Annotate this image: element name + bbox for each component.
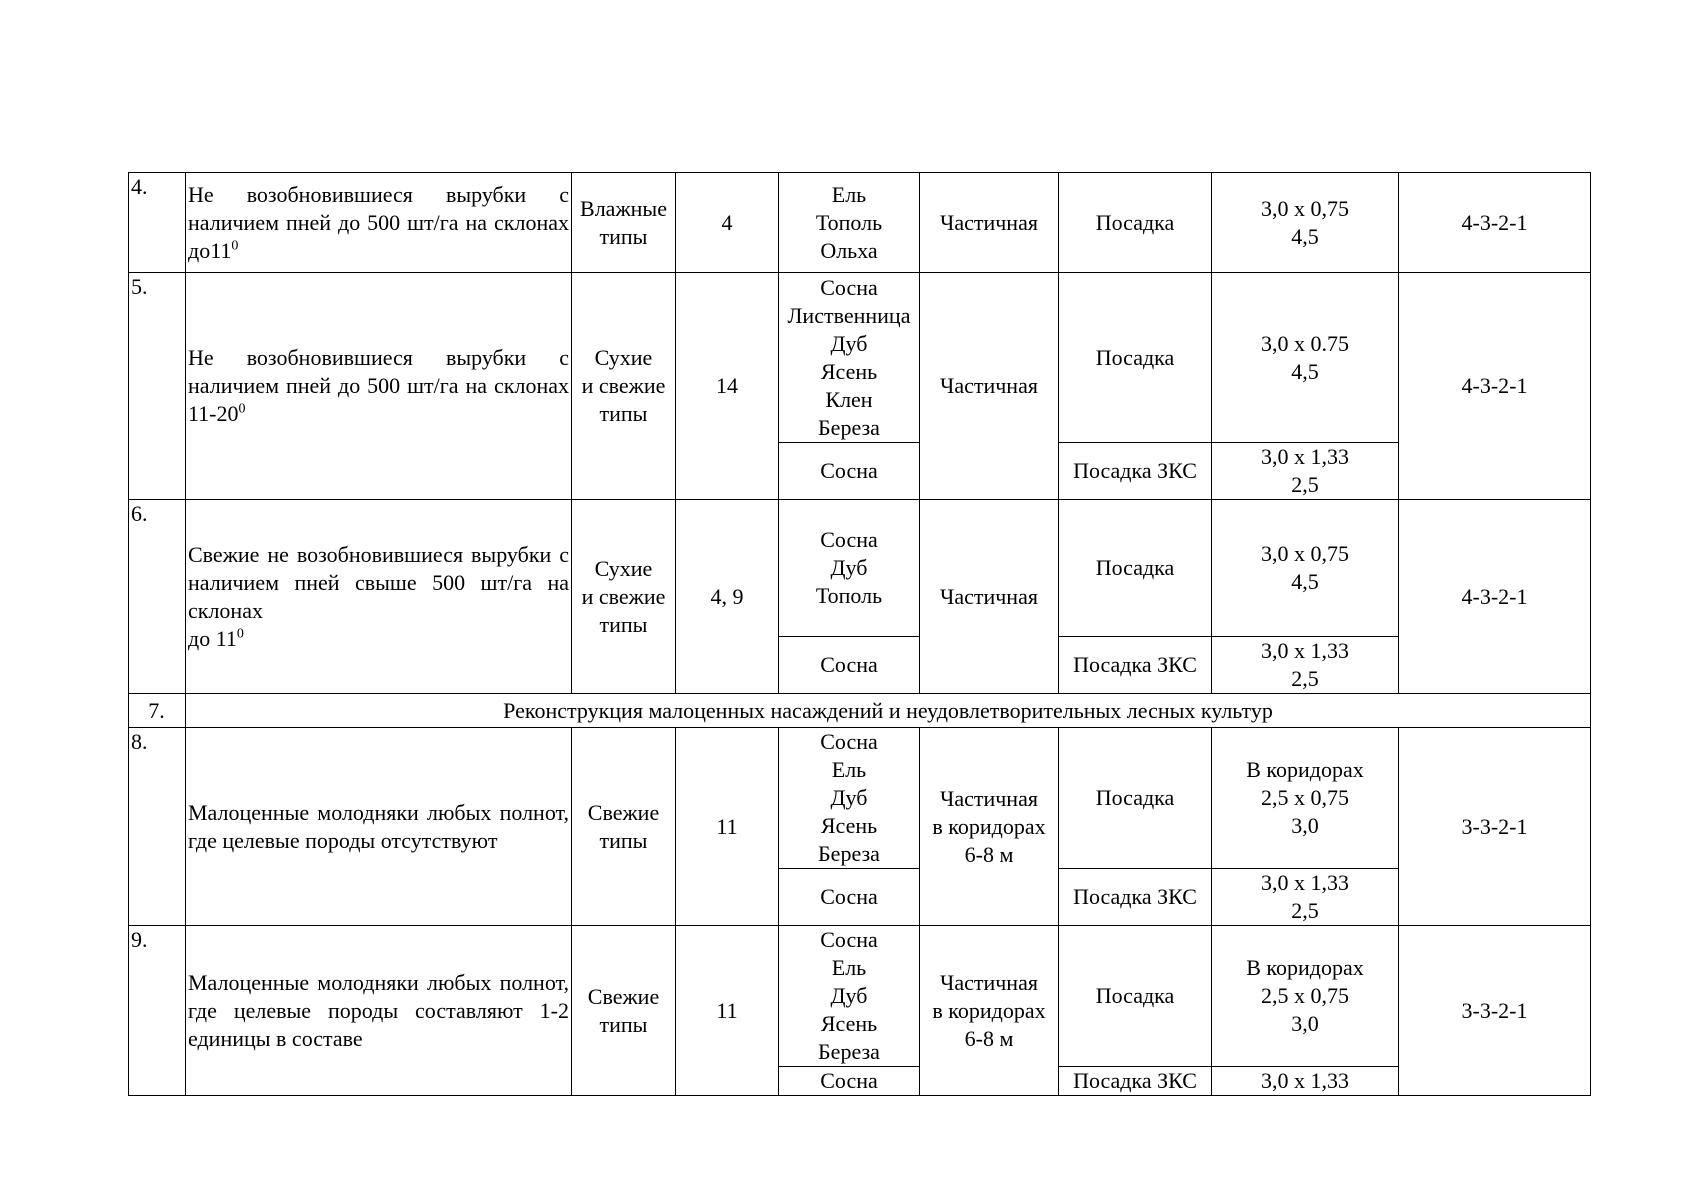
planting-scheme: 3,0 х 0,75 4,5 (1212, 500, 1399, 637)
growing-conditions: Влажные типы (572, 173, 676, 273)
silviculture-table (128, 172, 1591, 1096)
table-row (129, 273, 1591, 443)
planting-method: Посадка (1059, 926, 1212, 1067)
forest-type-number: 4 (676, 173, 779, 273)
growing-conditions: Сухие и свежие типы (572, 273, 676, 500)
tree-species-2: Сосна (779, 1067, 920, 1096)
tree-species: Сосна Ель Дуб Ясень Береза (779, 926, 920, 1067)
table-row (129, 926, 1591, 1067)
table-row (129, 728, 1591, 869)
care-schedule: 4-3-2-1 (1399, 500, 1591, 694)
planting-method: Посадка (1059, 173, 1212, 273)
soil-processing: Частичная в коридорах 6-8 м (920, 728, 1059, 926)
planting-method: Посадка (1059, 500, 1212, 637)
row-description: Малоценные молодняки любых полнот, где целевые породы отсутствуют (186, 728, 572, 926)
forest-type-number: 11 (676, 926, 779, 1096)
soil-processing: Частичная в коридорах 6-8 м (920, 926, 1059, 1096)
tree-species: Ель Тополь Ольха (779, 173, 920, 273)
soil-processing: Частичная (920, 500, 1059, 694)
planting-method-2: Посадка ЗКС (1059, 1067, 1212, 1096)
section-title: Реконструкция малоценных насаждений и неудовлетворительных лесных культур (186, 694, 1591, 728)
care-schedule: 4-3-2-1 (1399, 173, 1591, 273)
planting-scheme: 3,0 х 0,75 4,5 (1212, 173, 1399, 273)
section-row (129, 694, 1591, 728)
soil-processing: Частичная (920, 273, 1059, 500)
care-schedule: 3-3-2-1 (1399, 728, 1591, 926)
row-number: 5. (129, 273, 186, 500)
row-description: Не возобновившиеся вырубки с наличием пней до 500 шт/га на склонах $до11^0$ (186, 173, 572, 273)
care-schedule: 4-3-2-1 (1399, 273, 1591, 500)
planting-scheme-2: 3,0 х 1,33 2,5 (1212, 869, 1399, 926)
row-description: Свежие не возобновившиеся вырубки с наличием пней свыше 500 шт/га на склонах до $11^0$ (186, 500, 572, 694)
row-number: 7. (129, 694, 186, 728)
tree-species: Сосна Дуб Тополь (779, 500, 920, 637)
planting-scheme-2: 3,0 х 1,33 2,5 (1212, 443, 1399, 500)
forest-type-number: 11 (676, 728, 779, 926)
tree-species-2: Сосна (779, 443, 920, 500)
tree-species-2: Сосна (779, 637, 920, 694)
care-schedule: 3-3-2-1 (1399, 926, 1591, 1096)
tree-species: Сосна Ель Дуб Ясень Береза (779, 728, 920, 869)
row-description: Не возобновившиеся вырубки с наличием пней до 500 шт/га на склонах $11-20^0$ (186, 273, 572, 500)
planting-scheme-2: 3,0 х 1,33 2,5 (1212, 637, 1399, 694)
growing-conditions: Сухие и свежие типы (572, 500, 676, 694)
planting-scheme-2: 3,0 х 1,33 (1212, 1067, 1399, 1096)
planting-method-2: Посадка ЗКС (1059, 443, 1212, 500)
planting-scheme: В коридорах 2,5 х 0,75 3,0 (1212, 926, 1399, 1067)
row-description: Малоценные молодняки любых полнот, где целевые породы составляют 1-2 единицы в составе (186, 926, 572, 1096)
row-number: 4. (129, 173, 186, 273)
tree-species-2: Сосна (779, 869, 920, 926)
planting-method-2: Посадка ЗКС (1059, 637, 1212, 694)
tree-species: Сосна Лиственница Дуб Ясень Клен Береза (779, 273, 920, 443)
table-row (129, 500, 1591, 637)
row-number: 6. (129, 500, 186, 694)
growing-conditions: Свежие типы (572, 728, 676, 926)
planting-scheme: В коридорах 2,5 х 0,75 3,0 (1212, 728, 1399, 869)
row-number: 8. (129, 728, 186, 926)
table-row (129, 173, 1591, 273)
planting-method: Посадка (1059, 273, 1212, 443)
planting-scheme: 3,0 х 0.75 4,5 (1212, 273, 1399, 443)
soil-processing: Частичная (920, 173, 1059, 273)
row-number: 9. (129, 926, 186, 1096)
forest-type-number: 4, 9 (676, 500, 779, 694)
forest-type-number: 14 (676, 273, 779, 500)
planting-method: Посадка (1059, 728, 1212, 869)
planting-method-2: Посадка ЗКС (1059, 869, 1212, 926)
growing-conditions: Свежие типы (572, 926, 676, 1096)
